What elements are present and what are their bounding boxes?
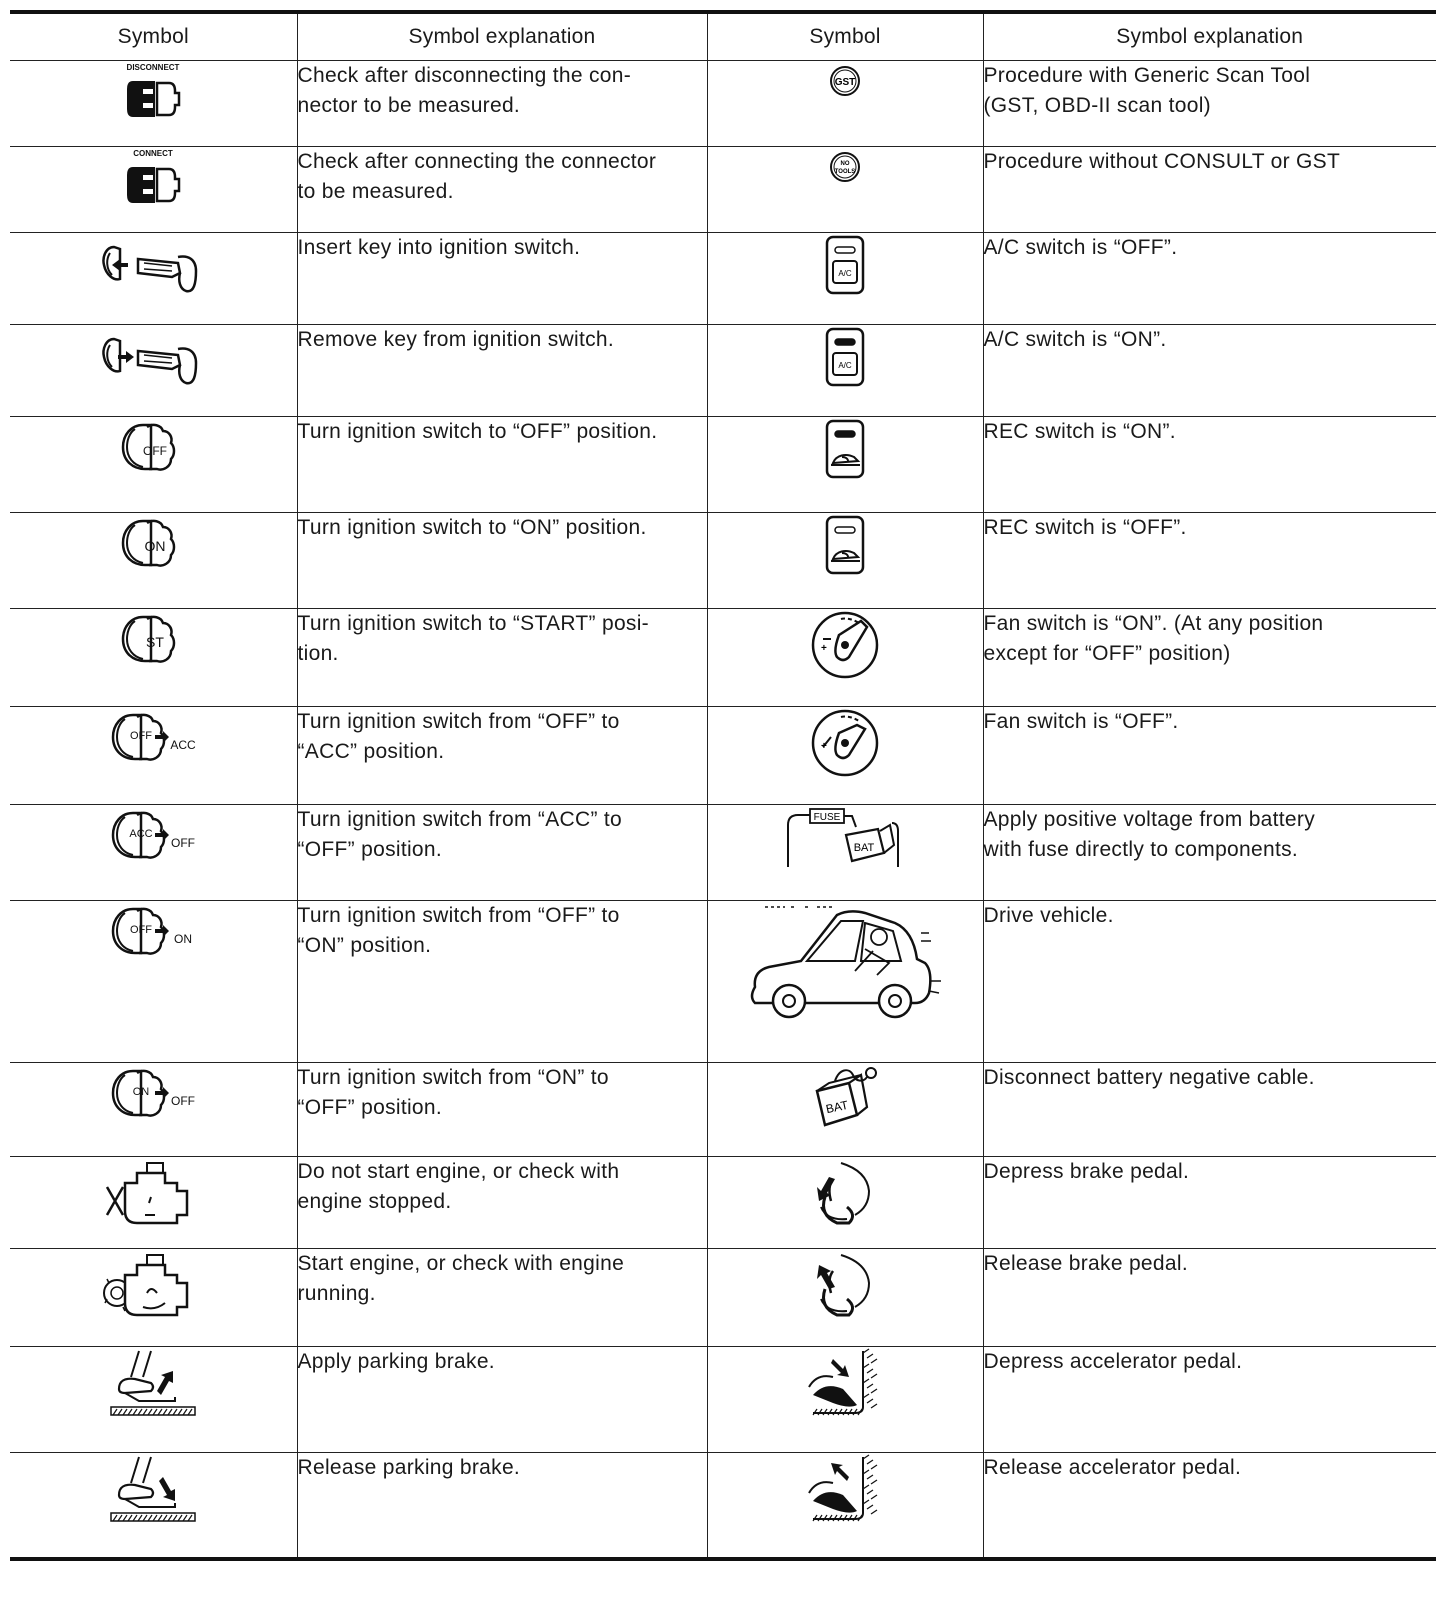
symbol-cell: [10, 417, 297, 513]
symbol-cell: [10, 513, 297, 609]
explanation-cell: Disconnect battery negative cable.: [983, 1063, 1436, 1157]
battery-fuse-icon: [780, 812, 910, 854]
symbol-cell: [707, 513, 983, 609]
fan-switch-on-icon: [809, 636, 881, 653]
symbol-cell: [707, 61, 983, 147]
explanation-cell: Check after disconnecting the con- nector to be measured.: [297, 61, 707, 147]
explanation-cell: Turn ignition switch from “OFF” to “ACC” position.: [297, 707, 707, 805]
symbol-cell: [707, 1063, 983, 1157]
symbol-table: [10, 10, 1436, 1561]
ac-switch-off-icon: [822, 256, 868, 278]
depress-accelerator-icon: [803, 1375, 887, 1392]
symbol-cell: [10, 901, 297, 1063]
symbol-cell: [10, 1157, 297, 1249]
ignition-on-to-off-icon: [103, 1086, 203, 1108]
explanation-cell: Turn ignition switch to “OFF” position.: [297, 417, 707, 513]
explanation-cell: Apply parking brake.: [297, 1347, 707, 1453]
table-row: [10, 513, 1436, 609]
explanation-cell: Drive vehicle.: [983, 901, 1436, 1063]
explanation-cell: Turn ignition switch to “START” posi- tion.: [297, 609, 707, 707]
explanation-cell: Insert key into ignition switch.: [297, 233, 707, 325]
symbol-cell: [10, 707, 297, 805]
svg-text:BAT: BAT: [853, 842, 875, 854]
symbol-cell: [10, 609, 297, 707]
rec-switch-off-icon: [822, 536, 868, 553]
svg-text:NO: NO: [840, 161, 850, 167]
apply-parking-brake-icon: [105, 1375, 201, 1392]
disconnect-connector-icon: [113, 63, 193, 100]
explanation-cell: Start engine, or check with engine running.: [297, 1249, 707, 1347]
symbol-cell: [707, 901, 983, 1063]
ignition-acc-to-off-icon: [103, 828, 203, 850]
svg-text:OFF: OFF: [171, 836, 196, 850]
table-row: [10, 1453, 1436, 1559]
fan-switch-off-icon: [809, 734, 881, 751]
explanation-cell: Turn ignition switch from “OFF” to “ON” position.: [297, 901, 707, 1063]
explanation-cell: Fan switch is “ON”. (At any position except for “OFF” position): [983, 609, 1436, 707]
explanation-cell: Turn ignition switch to “ON” position.: [297, 513, 707, 609]
no-tools-icon: [825, 158, 865, 175]
explanation-cell: A/C switch is “ON”.: [983, 325, 1436, 417]
svg-text:CONNECT: CONNECT: [133, 149, 174, 158]
header-symbol-left: Symbol: [10, 12, 297, 61]
explanation-cell: Do not start engine, or check with engine stopped.: [297, 1157, 707, 1249]
explanation-cell: Remove key from ignition switch.: [297, 325, 707, 417]
table-row: [10, 325, 1436, 417]
explanation-cell: Release parking brake.: [297, 1453, 707, 1559]
release-brake-pedal-icon: [807, 1276, 883, 1293]
svg-text:A/C: A/C: [838, 269, 852, 278]
ignition-off-to-acc-icon: [103, 730, 203, 752]
table-row: [10, 1347, 1436, 1453]
table-row: [10, 805, 1436, 901]
table-row: [10, 707, 1436, 805]
table-row: [10, 1063, 1436, 1157]
symbol-cell: [10, 1249, 297, 1347]
svg-text:OFF: OFF: [130, 924, 153, 936]
ignition-off-to-on-icon: [103, 924, 203, 946]
header-symbol-right: Symbol: [707, 12, 983, 61]
header-row: [10, 12, 1436, 61]
svg-text:ON: ON: [144, 538, 166, 554]
explanation-cell: Check after connecting the connector to be measured.: [297, 147, 707, 233]
svg-text:FUSE: FUSE: [813, 812, 841, 823]
svg-text:+: +: [821, 643, 827, 654]
explanation-cell: Release accelerator pedal.: [983, 1453, 1436, 1559]
symbol-cell: [707, 233, 983, 325]
connect-connector-icon: [113, 149, 193, 186]
insert-key-icon: [98, 257, 208, 274]
svg-text:ON: ON: [133, 1086, 150, 1098]
svg-text:GST: GST: [834, 77, 856, 88]
drive-vehicle-icon: [745, 955, 945, 972]
svg-text:OFF: OFF: [143, 444, 168, 458]
symbol-cell: [707, 609, 983, 707]
symbol-cell: [10, 1453, 297, 1559]
explanation-cell: Turn ignition switch from “ON” to “OFF” position.: [297, 1063, 707, 1157]
symbol-cell: [10, 1063, 297, 1157]
explanation-cell: A/C switch is “OFF”.: [983, 233, 1436, 325]
explanation-cell: Depress brake pedal.: [983, 1157, 1436, 1249]
explanation-cell: REC switch is “ON”.: [983, 417, 1436, 513]
ignition-off-icon: [113, 440, 193, 457]
symbol-cell: [10, 325, 297, 417]
svg-text:+: +: [821, 741, 827, 752]
svg-text:ACC: ACC: [129, 828, 153, 840]
symbol-cell: [10, 61, 297, 147]
explanation-cell: Procedure without CONSULT or GST: [983, 147, 1436, 233]
explanation-cell: Depress accelerator pedal.: [983, 1347, 1436, 1453]
ignition-on-icon: [113, 536, 193, 553]
table-row: [10, 61, 1436, 147]
symbol-cell: [10, 233, 297, 325]
table-row: [10, 417, 1436, 513]
remove-key-icon: [98, 349, 208, 366]
table-row: [10, 233, 1436, 325]
rec-switch-on-icon: [822, 440, 868, 457]
symbol-cell: [707, 707, 983, 805]
explanation-cell: Procedure with Generic Scan Tool (GST, OBD-II scan tool): [983, 61, 1436, 147]
symbol-cell: [707, 417, 983, 513]
explanation-cell: Apply positive voltage from battery with fuse directly to components.: [983, 805, 1436, 901]
svg-text:A/C: A/C: [838, 361, 852, 370]
symbol-cell: [10, 1347, 297, 1453]
release-accelerator-icon: [803, 1481, 887, 1498]
symbol-cell: [707, 1249, 983, 1347]
ignition-start-icon: [113, 632, 193, 649]
explanation-cell: Turn ignition switch from “ACC” to “OFF” position.: [297, 805, 707, 901]
symbol-cell: [707, 1453, 983, 1559]
svg-text:ST: ST: [146, 634, 165, 650]
symbol-cell: [707, 147, 983, 233]
svg-text:DISCONNECT: DISCONNECT: [126, 63, 180, 72]
table-row: [10, 147, 1436, 233]
explanation-cell: Release brake pedal.: [983, 1249, 1436, 1347]
header-explanation-right: Symbol explanation: [983, 12, 1436, 61]
symbol-cell: [10, 147, 297, 233]
svg-text:OFF: OFF: [130, 730, 153, 742]
engine-running-icon: [103, 1276, 203, 1293]
engine-stopped-icon: [103, 1184, 203, 1201]
ac-switch-on-icon: [822, 348, 868, 370]
table-row: [10, 901, 1436, 1063]
symbol-cell: [707, 1347, 983, 1453]
symbol-cell: [707, 325, 983, 417]
svg-text:TOOLS: TOOLS: [834, 169, 856, 175]
battery-disconnect-icon: [805, 1090, 885, 1117]
svg-text:ON: ON: [174, 932, 193, 946]
svg-text:BAT: BAT: [824, 1097, 850, 1117]
table-row: [10, 609, 1436, 707]
svg-text:OFF: OFF: [171, 1094, 196, 1108]
symbol-cell: [707, 805, 983, 901]
svg-text:ACC: ACC: [170, 738, 196, 752]
release-parking-brake-icon: [105, 1481, 201, 1498]
table-row: [10, 1157, 1436, 1249]
depress-brake-pedal-icon: [807, 1184, 883, 1201]
symbol-cell: [10, 805, 297, 901]
table-row: [10, 1249, 1436, 1347]
symbol-cell: [707, 1157, 983, 1249]
explanation-cell: REC switch is “OFF”.: [983, 513, 1436, 609]
explanation-cell: Fan switch is “OFF”.: [983, 707, 1436, 805]
header-explanation-left: Symbol explanation: [297, 12, 707, 61]
gst-icon: [825, 72, 865, 89]
